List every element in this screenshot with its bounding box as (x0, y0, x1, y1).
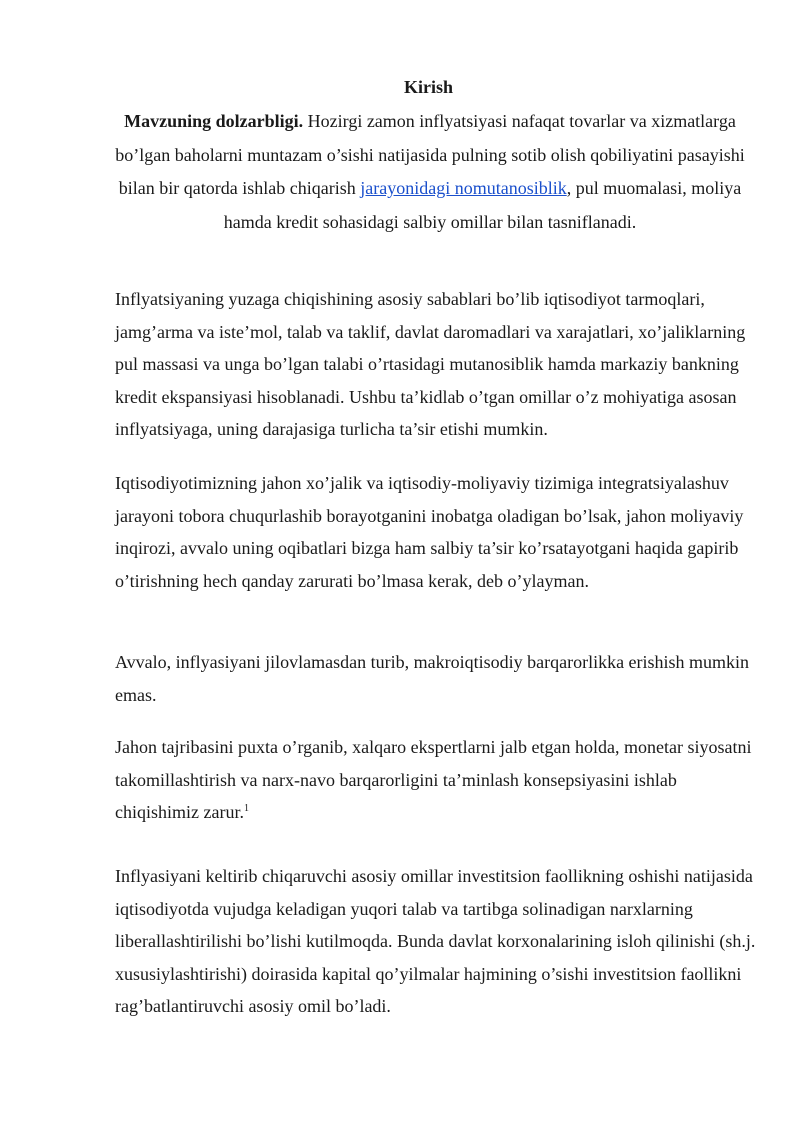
section-heading: Kirish (403, 77, 453, 97)
intro-text-2: , pul muomalasi, moliya hamda kredit sohasidagi salbiy omillar bilan tasniflanadi. (223, 178, 742, 232)
paragraph-5: Inflyasiyani keltirib chiqaruvchi asosiy omillar investitsion faollikning oshishi natijasida iqtisodiyotda vujudga keladigan yuqori talab va tartibga solinadigan narxlarning liberallashtirilishi bo’lishi kutilmoqda. Bunda davlat korxonalarining isloh qilinishi (sh.j. xususiylashtirishi) doirasida kapital qo’yilmalar hajmining o’sishi investitsion faollikni rag’batlantiruvchi asosiy omil bo’ladi. (115, 866, 756, 1016)
paragraph-3: Avvalo, inflyasiyani jilovlamasdan turib, makroiqtisodiy barqarorlikka erishish mumkin emas. (115, 652, 750, 705)
paragraph-1: Inflyatsiyaning yuzaga chiqishining asosiy sabablari bo’lib iqtisodiyot tarmoqlari, jamg’arma va iste’mol, talab va taklif, davlat daromadlari va xarajatlari, xo’jaliklarning pul massasi va unga bo’lgan talabi o’rtasidagi mutanosiblik hamda markaziy bankning kredit ekspansiyasi hisoblanadi. Ushbu ta’kidlab o’tgan omillar o’z mohiyatiga asosan inflyatsiyaga, uning darajasiga turlicha ta’sir etishi mumkin. (115, 289, 746, 439)
hyperlink-nomutanosiblik[interactable]: jarayonidagi nomutanosiblik (360, 178, 567, 198)
intro-text-1: Hozirgi zamon inflyatsiyasi nafaqat tovarlar va xizmatlarga bo’lgan baholarni muntazam o’sishi natijasida pulning sotib olish qobiliyatini pasayishi bilan bir qatorda ishlab chiqarish (115, 111, 745, 198)
paragraph-2: Iqtisodiyotimizning jahon xo’jalik va iqtisodiy-moliyaviy tizimiga integratsiyalashuv jarayoni tobora chuqurlashib borayotganini inobatga oladigan bo’lsak, jahon moliyaviy inqirozi, avvalo uning oqibatlari bizga ham salbiy ta’sir ko’rsatayotgani haqida gapirib o’tirishning hech qanday zarurati bo’lmasa kerak, deb o’ylayman. (115, 473, 744, 591)
footnote-marker[interactable]: 1 (243, 803, 249, 814)
intro-paragraph (110, 105, 750, 239)
paragraph-4 (115, 731, 760, 829)
paragraph-4-text: Jahon tajribasini puxta o’rganib, xalqaro ekspertlarni jalb etgan holda, monetar siyosatni takomillashtirish va narx-navo barqarorligini ta’minlash konsepsiyasini ishlab chiqishimiz zarur. (115, 737, 752, 822)
intro-lead: Mavzuning dolzarbligi. (124, 111, 304, 131)
